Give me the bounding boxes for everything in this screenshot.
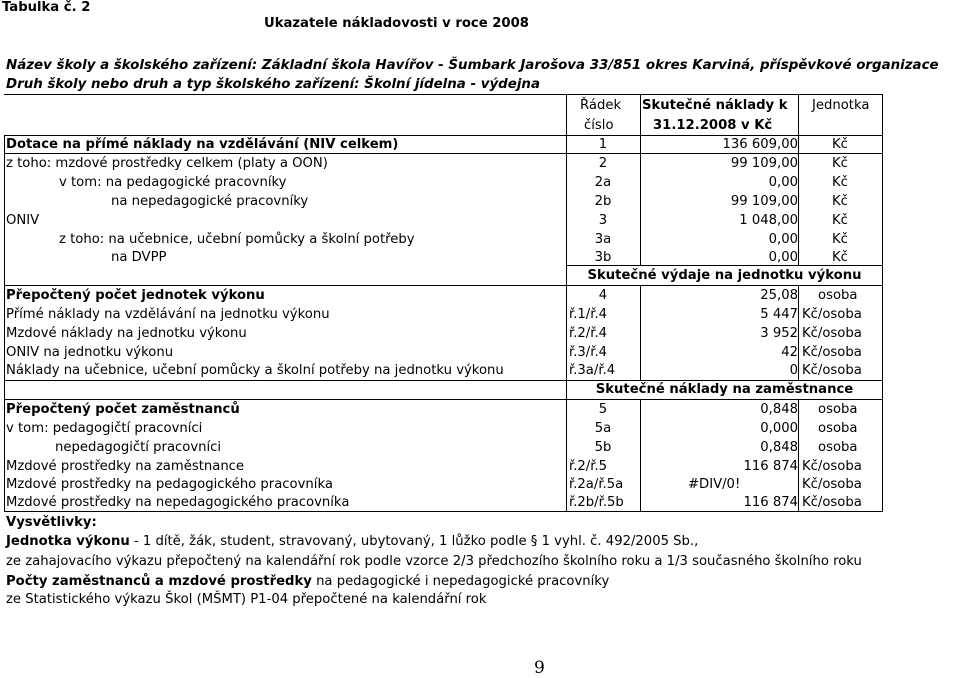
row-code-r2r5: ř.2/ř.5 (569, 459, 608, 474)
section3-header-rule (4, 399, 883, 400)
row-value-r2br5b: 116 874 (743, 495, 798, 510)
unit-column-border-2 (798, 285, 799, 381)
row-value-5b: 0,848 (760, 440, 798, 455)
header-rule (4, 135, 883, 136)
column-cost-label-2: 31.12.2008 v Kč (653, 118, 773, 133)
row-unit-r3r4: Kč/osoba (802, 345, 862, 360)
row-unit-5b: osoba (818, 440, 858, 455)
row-value-r3r4: 42 (781, 345, 798, 360)
row-label-3a: z toho: na učebnice, učební pomůcky a školní potřeby (59, 232, 415, 247)
row-code-r2ar5a: ř.2a/ř.5a (569, 477, 624, 492)
row-value-2b: 99 109,00 (730, 194, 798, 209)
notes-unit-text: - 1 dítě, žák, student, stravovaný, ubytovaný, 1 lůžko podle § 1 vyhl. č. 492/2005 Sb., (129, 534, 699, 549)
row-label-r2r4: Mzdové náklady na jednotku výkonu (6, 326, 247, 341)
row-code-4: 4 (598, 288, 608, 303)
notes-unit-line-2: ze zahajovacího výkazu přepočtený na kalendářní rok podle vzorce 2/3 předchozího školního roku a 1/3 současného školního roku (6, 554, 862, 569)
column-unit-label: Jednotka (812, 98, 870, 113)
section2-bottom-rule (4, 380, 883, 381)
notes-heading: Vysvětlivky: (6, 515, 97, 530)
page-title: Ukazatele nákladovosti v roce 2008 (264, 16, 529, 31)
row-code-r3ar4: ř.3a/ř.4 (569, 363, 616, 378)
section2-header: Skutečné výdaje na jednotku výkonu (587, 268, 862, 283)
row-value-5: 0,848 (760, 402, 798, 417)
section2-top-rule (566, 265, 883, 266)
column-row-number-label: Řádek (580, 98, 622, 113)
row-label-r3ar4: Náklady na učebnice, učební pomůcky a školní potřeby na jednotku výkonu (6, 363, 504, 378)
row-label-3b: na DVPP (111, 250, 167, 265)
row-value-r2r4: 3 952 (760, 326, 798, 341)
row-code-3b: 3b (594, 250, 612, 265)
row-label-3: ONIV (6, 213, 40, 228)
row-label-r2r5: Mzdové prostředky na zaměstnance (6, 459, 245, 474)
row-label-5: Přepočtený počet zaměstnanců (6, 402, 240, 417)
row-label-1: Dotace na přímé náklady na vzdělávání (NIV celkem) (6, 137, 399, 152)
row-value-3: 1 048,00 (739, 213, 798, 228)
row-code-r3r4: ř.3/ř.4 (569, 345, 608, 360)
row-value-r3ar4: 0 (789, 363, 798, 378)
row-code-3a: 3a (594, 232, 612, 247)
row-unit-2: Kč (832, 156, 848, 171)
row-value-3a: 0,00 (768, 232, 798, 247)
row-code-2a: 2a (594, 175, 612, 190)
unit-column-border (798, 94, 799, 266)
notes-count-term: Počty zaměstnanců a mzdové prostředky (6, 574, 312, 589)
column-cost-label: Skutečné náklady k (642, 98, 788, 113)
row-value-5a: 0,000 (760, 421, 798, 436)
row-unit-3a: Kč (832, 232, 848, 247)
row-unit-r2r5: Kč/osoba (802, 459, 862, 474)
notes-count-line (6, 575, 609, 588)
row-value-2a: 0,00 (768, 175, 798, 190)
row-unit-r2br5b: Kč/osoba (802, 495, 862, 510)
row-unit-1: Kč (832, 137, 848, 152)
row-value-1: 136 609,00 (722, 137, 798, 152)
row-code-3: 3 (598, 213, 608, 228)
section3-bottom-rule (4, 511, 883, 512)
row-label-r2br5b: Mzdové prostředky na nepedagogického pracovníka (6, 495, 350, 510)
section2-header-rule (4, 285, 883, 286)
row-unit-r2ar5a: Kč/osoba (802, 477, 862, 492)
row-label-2: z toho: mzdové prostředky celkem (platy a OON) (6, 156, 328, 171)
notes-count-text: na pedagogické i nepedagogické pracovníky (311, 574, 610, 589)
notes-unit-line (6, 535, 698, 548)
row-value-r2ar5a: #DIV/0! (688, 477, 741, 492)
row-unit-2b: Kč (832, 194, 848, 209)
table-number: Tabulka č. 2 (2, 0, 91, 15)
row-code-2b: 2b (594, 194, 612, 209)
row-unit-3b: Kč (832, 250, 848, 265)
row-value-3b: 0,00 (768, 250, 798, 265)
table-left-border (4, 135, 5, 511)
row-label-5b: nepedagogičtí pracovníci (55, 440, 222, 455)
row-label-5a: v tom: pedagogičtí pracovníci (6, 421, 203, 436)
row-unit-r1r4: Kč/osoba (802, 307, 862, 322)
row-unit-r3ar4: Kč/osoba (802, 363, 862, 378)
row-code-r2r4: ř.2/ř.4 (569, 326, 608, 341)
row-unit-5a: osoba (818, 421, 858, 436)
row-code-2: 2 (598, 156, 608, 171)
column-row-number-label-2: číslo (584, 118, 614, 133)
row-code-1: 1 (598, 137, 608, 152)
school-name-line: Název školy a školského zařízení: Základní škola Havířov - Šumbark Jarošova 33/851 okres Karviná, příspěvkové organizace (6, 58, 939, 73)
row-unit-2a: Kč (832, 175, 848, 190)
notes-unit-term: Jednotka výkonu (6, 534, 130, 549)
section3-header: Skutečné náklady na zaměstnance (595, 382, 854, 397)
row-label-4: Přepočtený počet jednotek výkonu (6, 288, 265, 303)
row-unit-3: Kč (832, 213, 848, 228)
row-unit-4: osoba (818, 288, 858, 303)
row-value-2: 99 109,00 (730, 156, 798, 171)
row-value-r2r5: 116 874 (743, 459, 798, 474)
row-code-r1r4: ř.1/ř.4 (569, 307, 608, 322)
row-unit-r2r4: Kč/osoba (802, 326, 862, 341)
row-unit-5: osoba (818, 402, 858, 417)
row-label-r1r4: Přímé náklady na vzdělávání na jednotku výkonu (6, 307, 330, 322)
row-label-r2ar5a: Mzdové prostředky na pedagogického pracovníka (6, 477, 333, 492)
unit-column-border-3 (798, 399, 799, 511)
page-number: 9 (534, 658, 545, 678)
school-type-line: Druh školy nebo druh a typ školského zařízení: Školní jídelna - výdejna (6, 77, 540, 92)
section1-rule (4, 153, 883, 154)
row-label-r3r4: ONIV na jednotku výkonu (6, 345, 174, 360)
row-label-2b: na nepedagogické pracovníky (111, 194, 309, 209)
row-value-4: 25,08 (760, 288, 798, 303)
row-code-5: 5 (598, 402, 608, 417)
row-value-r1r4: 5 447 (760, 307, 798, 322)
row-code-r2br5b: ř.2b/ř.5b (569, 495, 624, 510)
row-code-5a: 5a (594, 421, 612, 436)
row-label-2a: v tom: na pedagogické pracovníky (59, 175, 287, 190)
table-top-rule (4, 94, 883, 95)
row-code-5b: 5b (594, 440, 612, 455)
notes-count-line-2: ze Statistického výkazu Škol (MŠMT) P1-04 přepočtené na kalendářní rok (6, 592, 487, 607)
